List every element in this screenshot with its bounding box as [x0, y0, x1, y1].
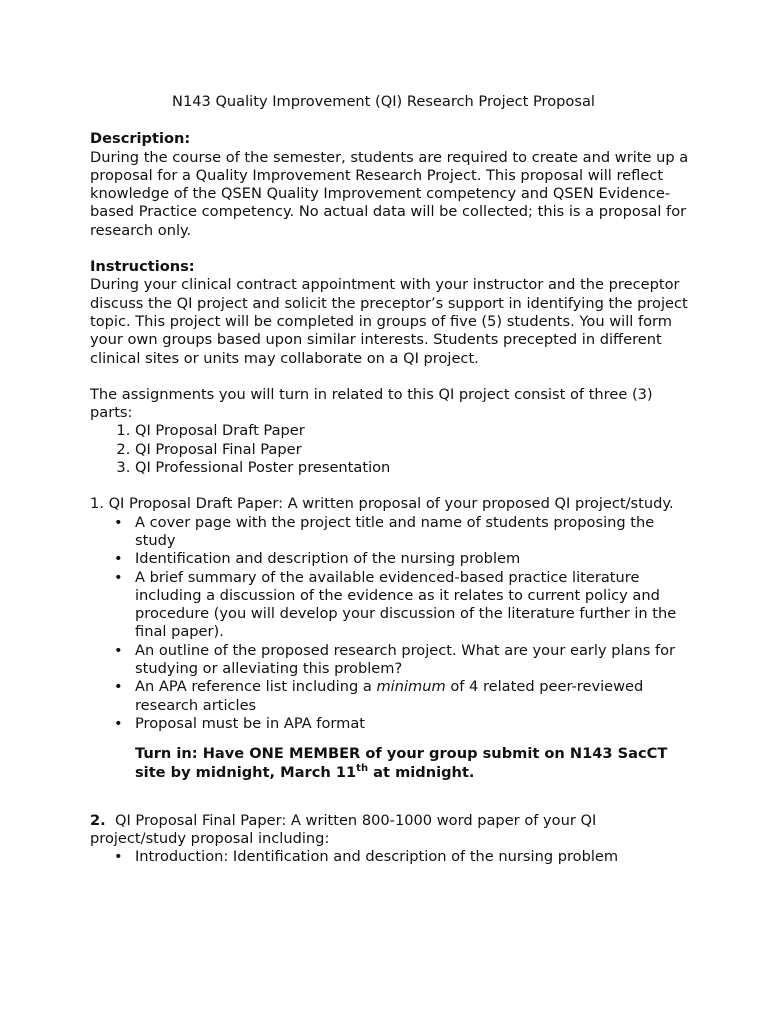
final-paper-section — [90, 812, 690, 867]
turn-in-instructions — [90, 745, 690, 782]
section-number: 2. — [90, 811, 106, 829]
draft-requirements-list — [90, 514, 690, 734]
spacer — [90, 368, 690, 386]
assignment-parts-list — [90, 422, 690, 477]
final-paper-intro-text: QI Proposal Final Paper: A written 800-1000 word paper of your QI project/study proposal including: — [90, 811, 601, 848]
list-item: 3. QI Professional Poster presentation — [135, 459, 690, 477]
spacer — [90, 782, 690, 812]
instructions-text: During your clinical contract appointment with your instructor and the preceptor discuss the QI project and solicit the preceptor’s support in identifying the project topic. This project will be completed in groups of five (5) students. You will form your own groups based upon similar interests. Students precepted in different clinical sites or units may collaborate on a QI project. — [90, 276, 688, 367]
ordinal-suffix: th — [356, 762, 369, 774]
list-item: 1. QI Proposal Draft Paper — [135, 422, 690, 440]
list-item: • Proposal must be in APA format — [135, 715, 690, 733]
final-requirements-list — [90, 848, 690, 866]
document-page — [90, 93, 690, 867]
list-item: • A brief summary of the available evidenced-based practice literature including a discussion of the evidence as it relates to current policy and procedure (you will develop your discussion of the literature further in the final paper). — [135, 569, 690, 642]
spacer — [90, 240, 690, 258]
final-paper-intro — [90, 812, 690, 849]
assignments-section — [90, 386, 690, 477]
list-item: • A cover page with the project title and name of students proposing the study — [135, 514, 690, 551]
description-section — [90, 130, 690, 240]
turn-in-tail: at midnight. — [368, 763, 475, 781]
spacer — [90, 477, 690, 495]
list-item: 2. QI Proposal Final Paper — [135, 441, 690, 459]
list-item: • Introduction: Identification and description of the nursing problem — [135, 848, 690, 866]
list-item-text: An APA reference list including a — [135, 678, 377, 696]
list-item: • An outline of the proposed research project. What are your early plans for studying or alleviating this problem? — [135, 642, 690, 679]
draft-paper-intro: 1. QI Proposal Draft Paper: A written proposal of your proposed QI project/study. — [90, 495, 674, 513]
turn-in-text: Turn in: Have ONE MEMBER of your group submit on N143 SacCT site by midnight, March 11 — [135, 745, 668, 781]
list-item — [135, 678, 690, 715]
description-heading: Description: — [90, 130, 191, 148]
description-text: During the course of the semester, students are required to create and write up a proposal for a Quality Improvement Research Project. This proposal will reflect knowledge of the QSEN Quality Improvement competency and QSEN Evidence-based Practice competency. No actual data will be collected; this is a proposal for research only. — [90, 148, 689, 239]
list-item: • Identification and description of the nursing problem — [135, 550, 690, 568]
list-item-text: of 4 related peer-reviewed research articles — [135, 678, 644, 714]
draft-paper-section — [90, 495, 690, 781]
emphasis-text: minimum — [376, 678, 446, 696]
instructions-heading: Instructions: — [90, 258, 195, 276]
assignments-intro: The assignments you will turn in related to this QI project consist of three (3) parts: — [90, 385, 653, 422]
instructions-section — [90, 258, 690, 368]
document-title: N143 Quality Improvement (QI) Research Project Proposal — [172, 93, 595, 110]
